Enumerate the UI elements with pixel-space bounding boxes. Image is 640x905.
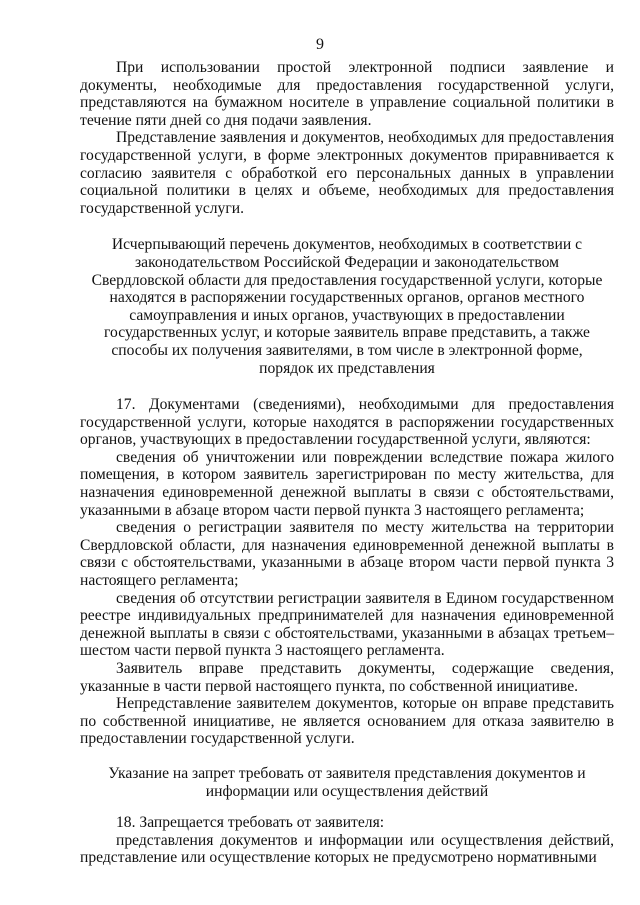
paragraph: Представление заявления и документов, необходимых для предоставления государственной услуги, в форме электронных документов приравнивается к согласию заявителя с обработкой его персональных данных в управлении социальной политики в целях и объеме, необходимых для предоставления государственной услуги. (80, 129, 614, 217)
paragraph: сведения об отсутствии регистрации заявителя в Едином государственном реестре индивидуальных предпринимателей для назначения единовременной денежной выплаты в связи с обстоятельствами, указанными в абзацах третьем–шестом части первой пункта 3 настоящего регламента. (80, 589, 614, 660)
spacer (80, 800, 614, 814)
page-number: 9 (316, 36, 324, 53)
paragraph: сведения о регистрации заявителя по месту жительства на территории Свердловской области, для назначения единовременной денежной выплаты в связи с обстоятельствами, указанными в абзаце втором части первой пункта 3 настоящего регламента; (80, 519, 614, 590)
spacer (80, 217, 614, 236)
spacer (80, 377, 614, 396)
paragraph: При использовании простой электронной подписи заявление и документы, необходимые для предоставления государственной услуги, представляются на бумажном носителе в управление социальной политики в течение пяти дней со дня подачи заявления. (80, 59, 614, 129)
paragraph: 17. Документами (сведениями), необходимыми для предоставления государственной услуги, которые находятся в распоряжении государственных органов, участвующих в предоставлении государственной услуги, являются: (80, 396, 614, 449)
document-body (80, 59, 614, 867)
paragraph: 18. Запрещается требовать от заявителя: (116, 814, 385, 832)
paragraph: сведения об уничтожении или повреждении вследствие пожара жилого помещения, в котором заявитель зарегистрирован по месту жительства, для назначения единовременной денежной выплаты в связи с обстоятельствами, указанными в абзаце втором части первой пункта 3 настоящего регламента; (80, 448, 614, 519)
spacer (80, 748, 614, 765)
paragraph: представления документов и информации или осуществления действий, представление или осуществление которых не предусмотрено нормативными (80, 831, 614, 867)
paragraph: Заявитель вправе представить документы, содержащие сведения, указанные в части первой настоящего пункта, по собственной инициативе. (80, 660, 614, 695)
section-heading: Исчерпывающий перечень документов, необходимых в соответствии с законодательством Российской Федерации и законодательством Свердловской области для предоставления государственной услуги, которые находятся в распоряжении государственных органов, органов местного самоуправления и иных органов, участвующих в предоставлении государственных услуг, и которые заявитель вправе представить, а также способы их получения заявителями, в том числе в электронной форме, порядок их представления (91, 236, 603, 377)
paragraph: Непредставление заявителем документов, которые он вправе представить по собственной инициативе, не является основанием для отказа заявителю в предоставлении государственной услуги. (80, 695, 614, 748)
section-heading: Указание на запрет требовать от заявителя представления документов и информации или осуществления действий (108, 764, 586, 800)
